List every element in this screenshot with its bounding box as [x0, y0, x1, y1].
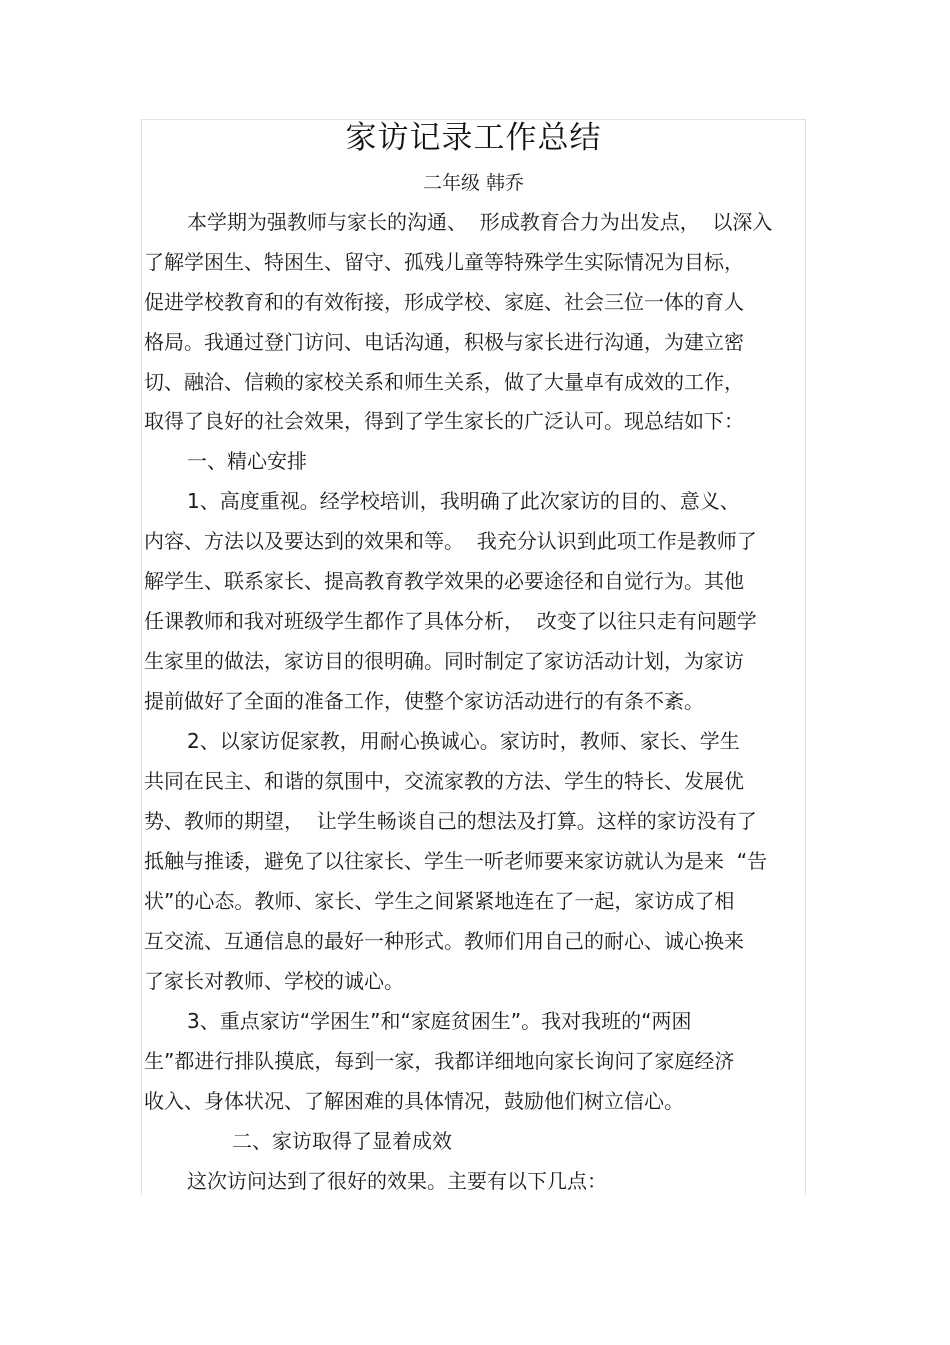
body-line: 任课教师和我对班级学生都作了具体分析， 改变了以往只走有问题学: [144, 609, 757, 633]
body-line: 互交流、互通信息的最好一种形式。教师们用自己的耐心、诚心换来: [144, 929, 744, 953]
body-line: 取得了良好的社会效果，得到了学生家长的广泛认可。现总结如下：: [144, 409, 744, 433]
body-line: 了解学困生、特困生、留守、孤残儿童等特殊学生实际情况为目标，: [144, 250, 744, 274]
section-heading: 二、家访取得了显着成效: [232, 1129, 452, 1153]
body-line: 切、融洽、信赖的家校关系和师生关系，做了大量卓有成效的工作，: [144, 370, 744, 394]
body-line: 这次访问达到了很好的效果。主要有以下几点：: [187, 1169, 607, 1193]
body-line: 状”的心态。教师、家长、学生之间紧紧地连在了一起，家访成了相: [144, 889, 735, 913]
body-line: 3、重点家访“学困生”和“家庭贫困生”。我对我班的“两困: [187, 1009, 692, 1033]
body-line: 生”都进行排队摸底，每到一家，我都详细地向家长询问了家庭经济: [144, 1049, 735, 1073]
body-line: 内容、方法以及要达到的效果和等。 我充分认识到此项工作是教师了: [144, 529, 757, 553]
body-line: 生家里的做法，家访目的很明确。同时制定了家访活动计划，为家访: [144, 649, 744, 673]
body-line: 1、高度重视。经学校培训，我明确了此次家访的目的、意义、: [187, 489, 740, 513]
body-line: 势、教师的期望， 让学生畅谈自己的想法及打算。这样的家访没有了: [144, 809, 757, 833]
body-line: 了家长对教师、学校的诚心。: [144, 969, 404, 993]
body-line: 提前做好了全面的准备工作，使整个家访活动进行的有条不紊。: [144, 689, 704, 713]
document-title: 家访记录工作总结: [345, 120, 602, 156]
body-line: 抵触与推诿，避免了以往家长、学生一听老师要来家访就认为是来 “告: [144, 849, 768, 873]
body-line: 收入、身体状况、了解困难的具体情况，鼓励他们树立信心。: [144, 1089, 684, 1113]
body-line: 本学期为强教师与家长的沟通、 形成教育合力为出发点， 以深入: [187, 210, 773, 234]
body-line: 2、以家访促家教，用耐心换诚心。家访时，教师、家长、学生: [187, 729, 740, 753]
body-line: 共同在民主、和谐的氛围中，交流家教的方法、学生的特长、发展优: [144, 769, 744, 793]
body-line: 格局。我通过登门访问、电话沟通，积极与家长进行沟通，为建立密: [144, 330, 744, 354]
author-line: 二年级 韩乔: [422, 172, 525, 194]
body-line: 解学生、联系家长、提高教育教学效果的必要途径和自觉行为。其他: [144, 569, 744, 593]
body-line: 促进学校教育和的有效衔接，形成学校、家庭、社会三位一体的育人: [144, 290, 744, 314]
section-heading: 一、精心安排: [187, 449, 307, 473]
